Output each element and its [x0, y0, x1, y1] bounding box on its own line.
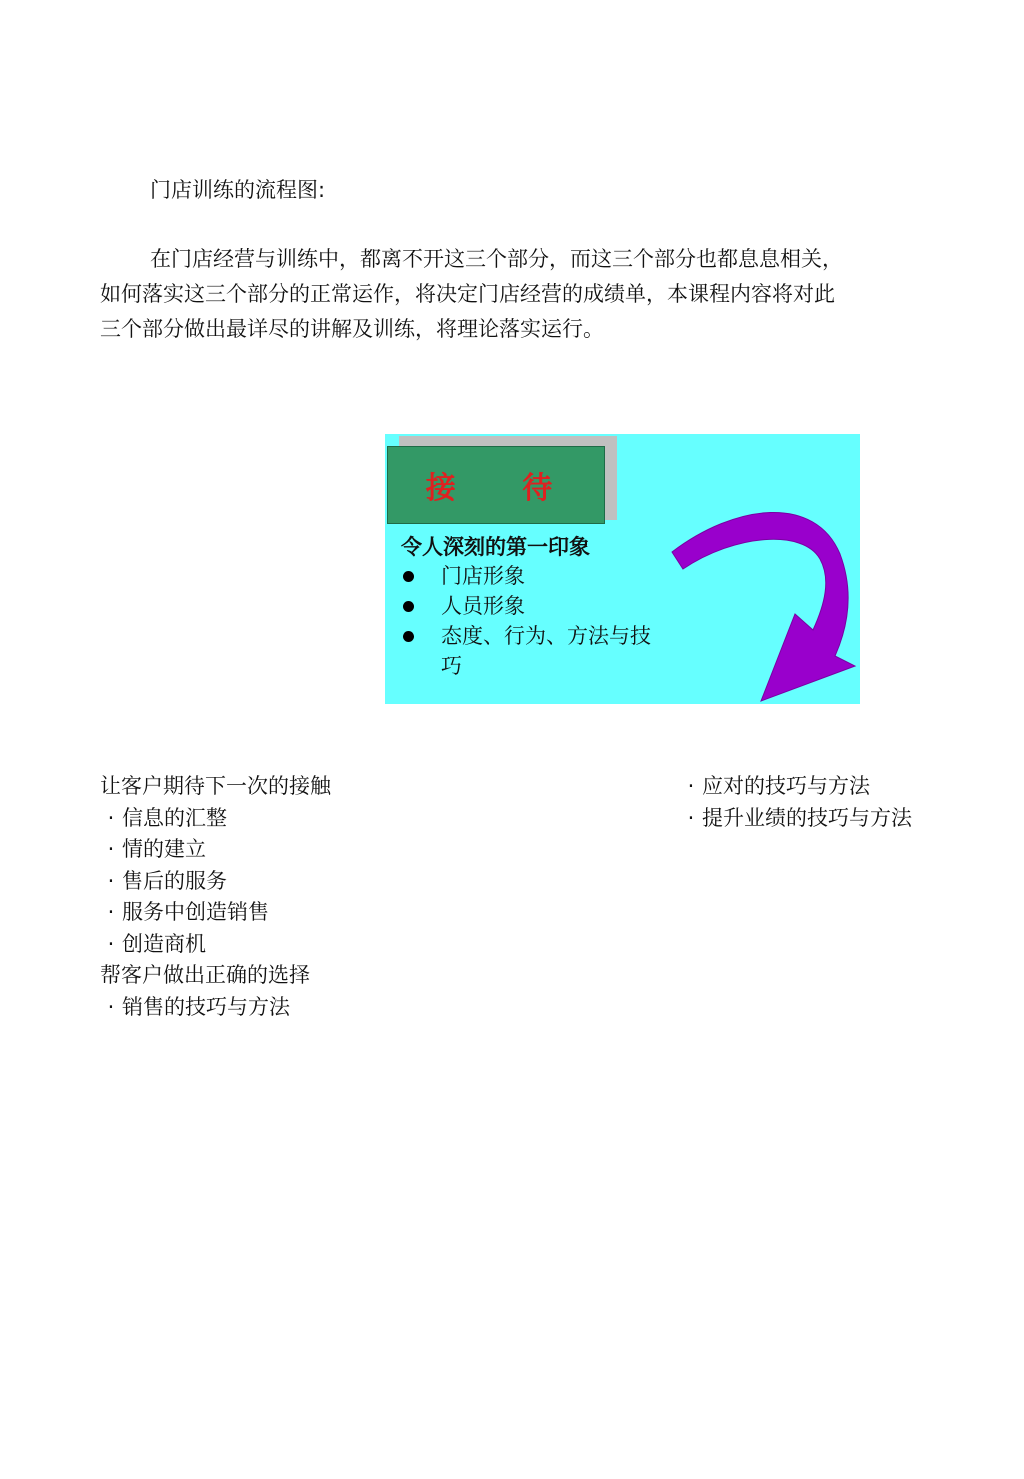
list-item [100, 834, 331, 866]
list-marker: · [687, 805, 695, 830]
list-item [680, 771, 912, 803]
intro-line: 如何落实这三个部分的正常运作，将决定门店经营的成绩单，本课程内容将对此 [100, 282, 835, 306]
right-list [680, 771, 912, 834]
list-item [100, 897, 331, 929]
list-marker: · [107, 868, 115, 893]
list-marker: · [107, 805, 115, 830]
list-item [100, 929, 331, 961]
list-item-text: 服务中创造销售 [122, 900, 269, 924]
list-marker: · [107, 994, 115, 1019]
list-marker: · [107, 837, 115, 861]
list-item [100, 866, 331, 898]
list-item-text: 提升业绩的技巧与方法 [702, 805, 912, 830]
list-item-text: 销售的技巧与方法 [122, 994, 290, 1019]
list-marker: · [107, 900, 115, 924]
bullet-text: 门店形象 [441, 564, 525, 588]
intro-paragraph [100, 242, 900, 347]
list-item [680, 803, 912, 835]
intro-line: 三个部分做出最详尽的讲解及训练，将理论落实运行。 [100, 317, 604, 341]
bullet-text: 人员形象 [441, 594, 525, 618]
list-item [100, 803, 331, 835]
page-title: 门店训练的流程图: [150, 178, 326, 202]
curved-arrow-icon [385, 434, 860, 704]
left-list [100, 771, 331, 1023]
list-item-text: 信息的汇整 [122, 805, 227, 830]
list-item-text: 情的建立 [122, 837, 206, 861]
list-item [100, 992, 331, 1024]
list-item-text: 让客户期待下一次的接触 [100, 774, 331, 798]
bullet-text: 态度、行为、方法与技巧 [441, 624, 651, 678]
list-item-text: 帮客户做出正确的选择 [100, 963, 310, 987]
list-marker: · [107, 931, 115, 956]
list-item-text: 创造商机 [122, 931, 206, 956]
header-title: 接 待 [425, 471, 581, 506]
list-item-text: 售后的服务 [122, 868, 227, 893]
list-item-text: 应对的技巧与方法 [702, 774, 870, 798]
figure-subtitle: 令人深刻的第一印象 [401, 535, 590, 559]
intro-line: 在门店经营与训练中，都离不开这三个部分，而这三个部分也都息息相关， [150, 247, 843, 271]
list-item [100, 960, 331, 992]
list-marker: · [687, 774, 695, 798]
list-item [100, 771, 331, 803]
reception-figure [385, 434, 860, 704]
